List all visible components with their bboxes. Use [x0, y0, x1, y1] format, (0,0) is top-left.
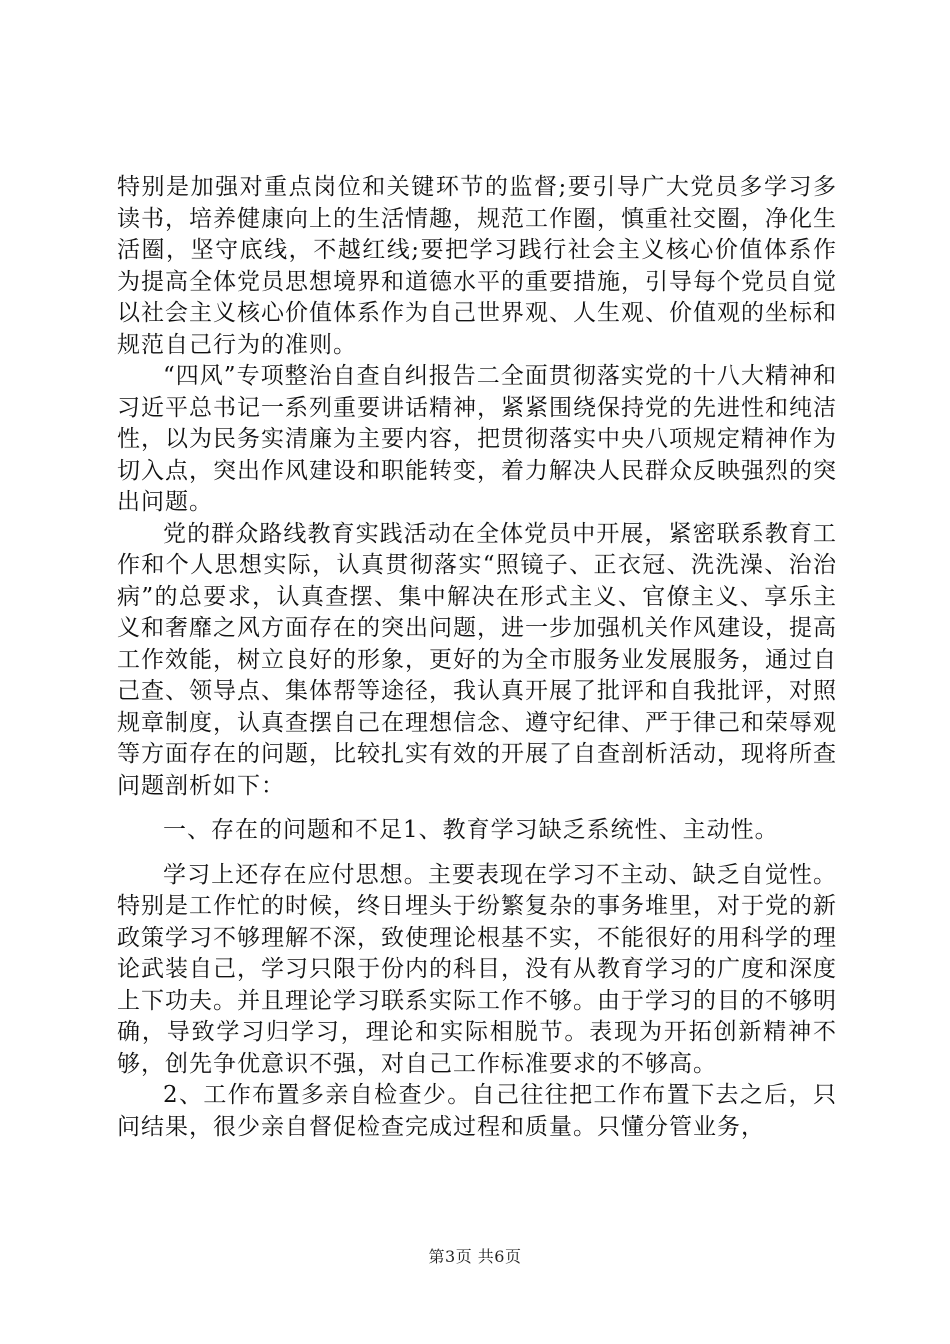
section-heading-problems: 一、存在的问题和不足1、教育学习缺乏系统性、主动性。: [163, 817, 779, 843]
paragraph-study-issues: 学习上还存在应付思想。主要表现在学习不主动、缺乏自觉性。特别是工作忙的时候，终日埋头于纷繁复杂的事务堆里，对于党的新政策学习不够理解不深，致使理论根基不实，不能很好的用科学的理论武装自己，学习只限于份内的科目，没有从教育学习的广度和深度上下功夫。并且理论学习联系实际工作不够。由于学习的目的不够明确，导致学习归学习，理论和实际相脱节。表现为开拓创新精神不够，创先争优意识不强，对自己工作标准要求的不够高。: [117, 861, 837, 1077]
document-body: [117, 172, 837, 1143]
paragraph-mass-line-activity: 党的群众路线教育实践活动在全体党员中开展，紧密联系教育工作和个人思想实际，认真贯彻落实“照镜子、正衣冠、洗洗澡、治治病”的总要求，认真查摆、集中解决在形式主义、官僚主义、享乐主义和奢靡之风方面存在的突出问题，进一步加强机关作风建设，提高工作效能，树立良好的形象，更好的为全市服务业发展服务，通过自己查、领导点、集体帮等途径，我认真开展了批评和自我批评，对照规章制度，认真查摆自己在理想信念、遵守纪律、严于律己和荣辱观等方面存在的问题，比较扎实有效的开展了自查剖析活动，现将所查问题剖析如下：: [117, 520, 837, 799]
paragraph-work-arrangement: 2、工作布置多亲自检查少。自己往往把工作布置下去之后，只问结果，很少亲自督促检查完成过程和质量。只懂分管业务，: [117, 1082, 837, 1140]
page-number-footer: 第3页 共6页: [428, 1247, 522, 1266]
paragraph-four-winds-report: “四风”专项整治自查自纠报告二全面贯彻落实党的十八大精神和习近平总书记一系列重要讲话精神，紧紧围绕保持党的先进性和纯洁性，以为民务实清廉为主要内容，把贯彻落实中央八项规定精神作为切入点，突出作风建设和职能转变，着力解决人民群众反映强烈的突出问题。: [117, 363, 837, 515]
paragraph-continuation: 特别是加强对重点岗位和关键环节的监督;要引导广大党员多学习多读书，培养健康向上的生活情趣，规范工作圈，慎重社交圈，净化生活圈，坚守底线，不越红线;要把学习践行社会主义核心价值体系作为提高全体党员思想境界和道德水平的重要措施，引导每个党员自觉以社会主义核心价值体系作为自己世界观、人生观、价值观的坐标和规范自己行为的准则。: [117, 174, 837, 358]
